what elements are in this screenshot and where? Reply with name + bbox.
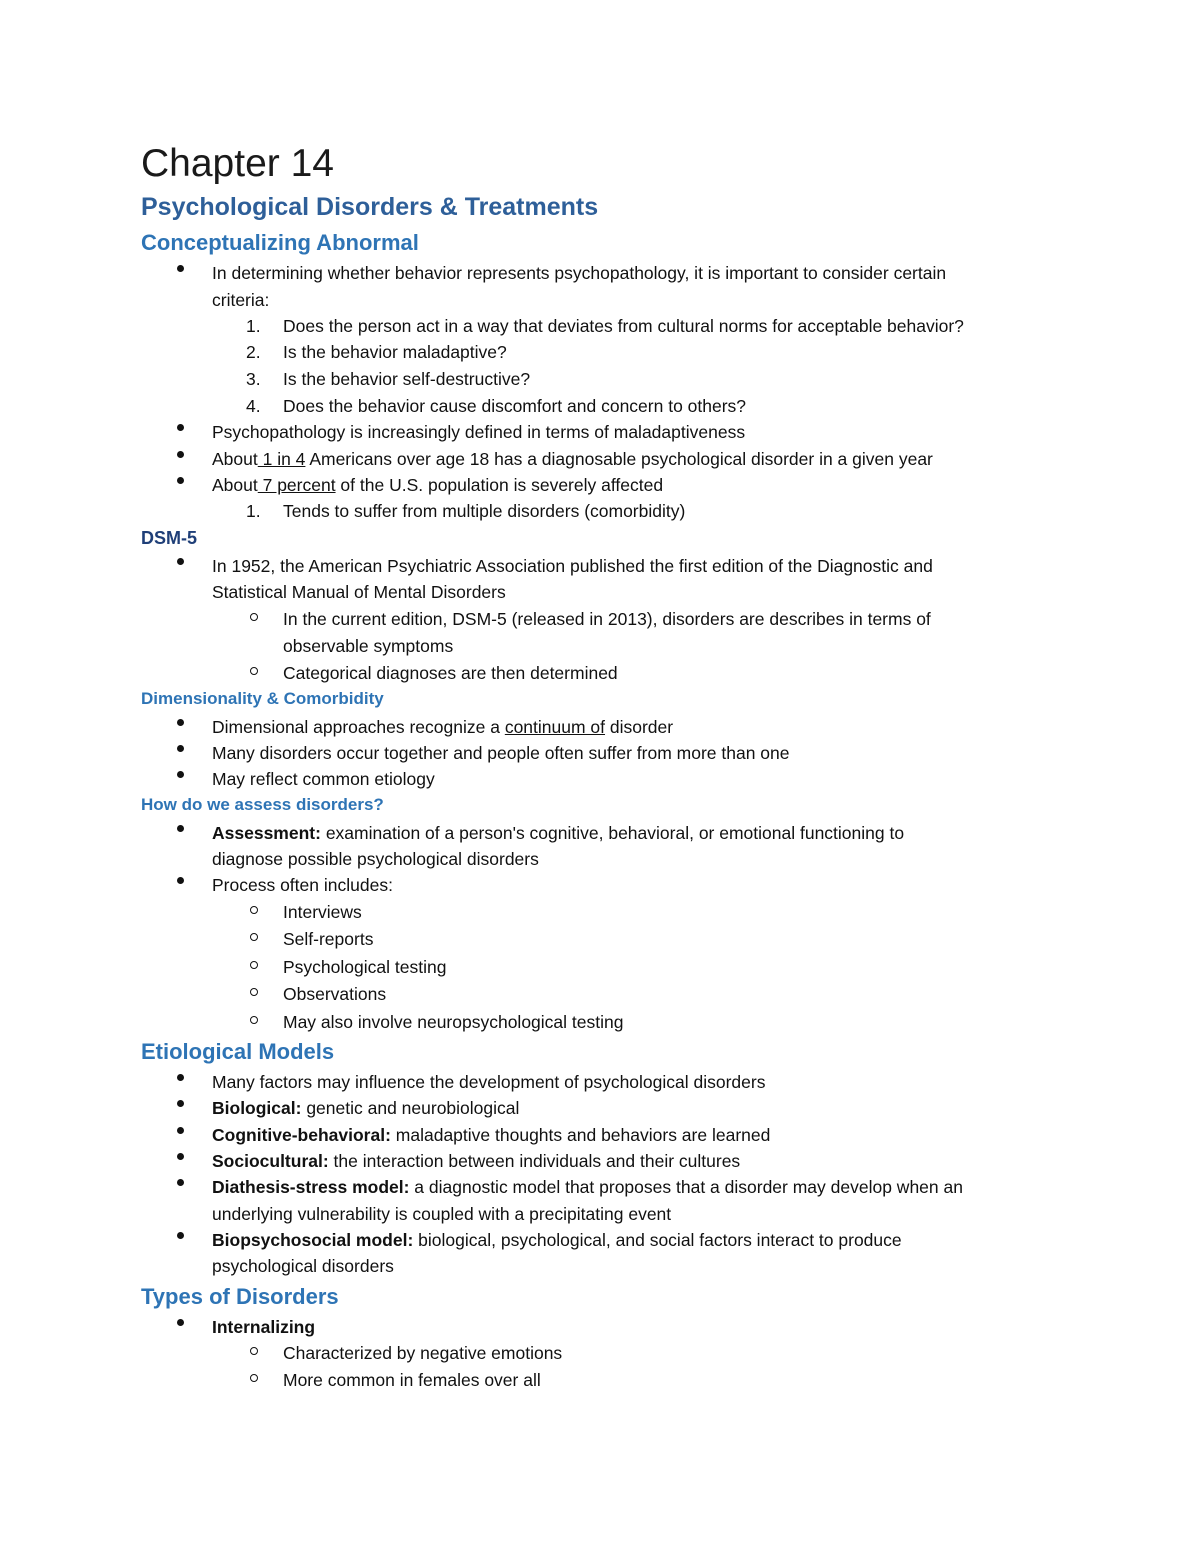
bullet-icon — [177, 1232, 184, 1239]
prevalence-item: About 1 in 4 Americans over age 18 has a diagnosable psychological disorder in a given year — [212, 449, 933, 469]
internalizing-females: More common in females over all — [283, 1370, 541, 1390]
diathesis-stress-model-line-2: underlying vulnerability is coupled with a precipitating event — [212, 1204, 672, 1224]
comorbidity-number: 1. — [246, 501, 261, 521]
bullet-icon — [177, 451, 184, 458]
bullet-icon — [177, 1074, 184, 1081]
chapter-title: Chapter 14 — [141, 142, 334, 185]
circle-bullet-icon — [250, 933, 258, 941]
bullet-icon — [177, 265, 184, 272]
biopsychosocial-model-line-1: Biopsychosocial model: biological, psychological, and social factors interact to produce — [212, 1230, 902, 1250]
co-occurrence-item: Many disorders occur together and people often suffer from more than one — [212, 743, 790, 763]
bullet-icon — [177, 477, 184, 484]
comorbidity-item: Tends to suffer from multiple disorders (comorbidity) — [283, 501, 686, 521]
prevalence-highlight: 1 in 4 — [257, 449, 306, 469]
severity-item: About 7 percent of the U.S. population is severely affected — [212, 475, 664, 495]
criteria-item-4: Does the behavior cause discomfort and concern to others? — [283, 396, 747, 416]
assessment-definition-line-2: diagnose possible psychological disorders — [212, 849, 539, 869]
criteria-number-4: 4. — [246, 396, 261, 416]
dsm-current-edition-line-2: observable symptoms — [283, 636, 454, 656]
circle-bullet-icon — [250, 961, 258, 969]
bullet-icon — [177, 1179, 184, 1186]
criteria-item-1: Does the person act in a way that deviates from cultural norms for acceptable behavior? — [283, 316, 964, 336]
criteria-item-3: Is the behavior self-destructive? — [283, 369, 531, 389]
severity-highlight: 7 percent — [257, 475, 336, 495]
heading-etiological-models: Etiological Models — [141, 1039, 335, 1064]
circle-bullet-icon — [250, 667, 258, 675]
biopsychosocial-model-line-2: psychological disorders — [212, 1256, 394, 1276]
bullet-icon — [177, 745, 184, 752]
internalizing-negative-emotions: Characterized by negative emotions — [283, 1343, 563, 1363]
dimensional-approaches-item: Dimensional approaches recognize a continuum of disorder — [212, 717, 674, 737]
circle-bullet-icon — [250, 906, 258, 914]
chapter-subtitle: Psychological Disorders & Treatments — [141, 193, 599, 221]
heading-dsm-5: DSM-5 — [141, 528, 198, 548]
bullet-icon — [177, 771, 184, 778]
continuum-highlight: continuum of — [504, 717, 606, 737]
dsm-history-line-1: In 1952, the American Psychiatric Association published the first edition of the Diagnostic and — [212, 556, 933, 576]
dsm-categorical-diagnoses: Categorical diagnoses are then determined — [283, 663, 618, 683]
method-self-reports: Self-reports — [283, 929, 374, 949]
bullet-icon — [177, 1319, 184, 1326]
bullet-icon — [177, 558, 184, 565]
heading-assess-disorders: How do we assess disorders? — [141, 795, 384, 814]
bullet-icon — [177, 825, 184, 832]
biological-model-item: Biological: genetic and neurobiological — [212, 1098, 520, 1118]
method-interviews: Interviews — [283, 902, 362, 922]
assessment-term: Assessment: — [212, 823, 321, 843]
bullet-icon — [177, 719, 184, 726]
common-etiology-item: May reflect common etiology — [212, 769, 435, 789]
cognitive-behavioral-model-item: Cognitive-behavioral: maladaptive thoughts and behaviors are learned — [212, 1125, 771, 1145]
heading-dimensionality-comorbidity: Dimensionality & Comorbidity — [141, 689, 384, 708]
dsm-current-edition-line-1: In the current edition, DSM-5 (released in 2013), disorders are describes in terms of — [283, 609, 931, 629]
process-includes-item: Process often includes: — [212, 875, 393, 895]
circle-bullet-icon — [250, 1016, 258, 1024]
criteria-intro-line-2: criteria: — [212, 290, 270, 310]
etiology-intro-item: Many factors may influence the development of psychological disorders — [212, 1072, 766, 1092]
criteria-item-2: Is the behavior maladaptive? — [283, 342, 507, 362]
criteria-number-2: 2. — [246, 342, 261, 362]
criteria-number-1: 1. — [246, 316, 261, 336]
method-psychological-testing: Psychological testing — [283, 957, 447, 977]
circle-bullet-icon — [250, 988, 258, 996]
sociocultural-model-item: Sociocultural: the interaction between individuals and their cultures — [212, 1151, 741, 1171]
bullet-icon — [177, 1127, 184, 1134]
criteria-intro-line-1: In determining whether behavior represents psychopathology, it is important to consider certain — [212, 263, 947, 283]
circle-bullet-icon — [250, 1347, 258, 1355]
circle-bullet-icon — [250, 613, 258, 621]
assessment-definition-line-1: Assessment: examination of a person's cognitive, behavioral, or emotional functioning to — [212, 823, 905, 843]
circle-bullet-icon — [250, 1374, 258, 1382]
criteria-number-3: 3. — [246, 369, 261, 389]
bullet-icon — [177, 1100, 184, 1107]
heading-conceptualizing-abnormal: Conceptualizing Abnormal — [141, 230, 419, 255]
heading-types-of-disorders: Types of Disorders — [141, 1284, 339, 1309]
dsm-history-line-2: Statistical Manual of Mental Disorders — [212, 582, 506, 602]
bullet-icon — [177, 424, 184, 431]
maladaptiveness-item: Psychopathology is increasingly defined in terms of maladaptiveness — [212, 422, 746, 442]
diathesis-stress-model-line-1: Diathesis-stress model: a diagnostic model that proposes that a disorder may develop when an — [212, 1177, 963, 1197]
internalizing-item: Internalizing — [212, 1317, 316, 1337]
bullet-icon — [177, 877, 184, 884]
method-neuropsychological-testing: May also involve neuropsychological testing — [283, 1012, 624, 1032]
bullet-icon — [177, 1153, 184, 1160]
method-observations: Observations — [283, 984, 387, 1004]
